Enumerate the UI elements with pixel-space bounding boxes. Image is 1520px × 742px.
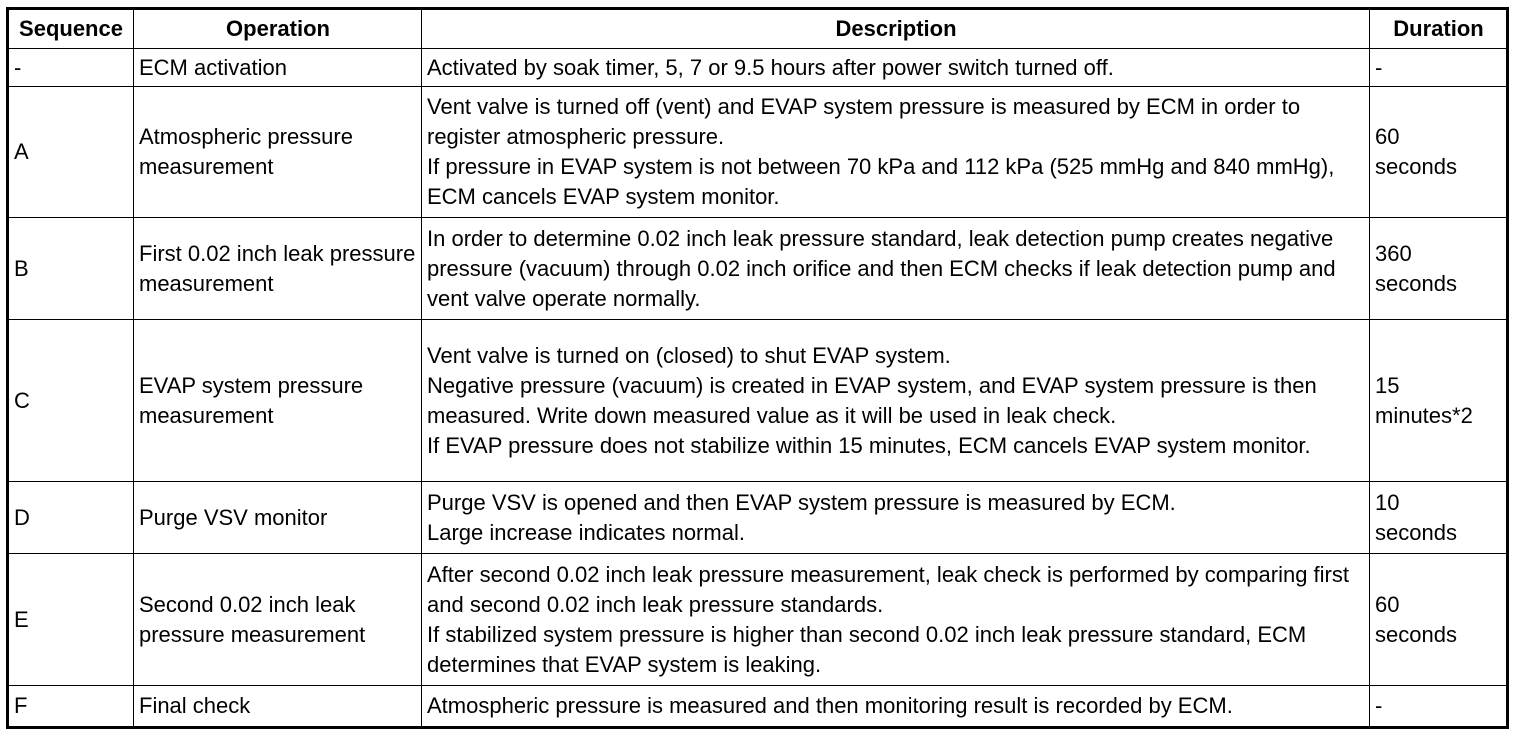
duration-value: 60 bbox=[1375, 124, 1400, 149]
duration-value: 15 bbox=[1375, 372, 1400, 398]
operation-cell: Purge VSV monitor bbox=[134, 482, 422, 554]
description-cell bbox=[422, 87, 1370, 218]
description-line: Vent valve is turned on (closed) to shut EVAP system. bbox=[427, 342, 951, 368]
header-row bbox=[8, 9, 1508, 49]
description-line: If pressure in EVAP system is not between 70 kPa and 112 kPa (525 mmHg and 840 mmHg), ECM cancels EVAP system monitor. bbox=[427, 154, 1335, 209]
description-line: Purge VSV is opened and then EVAP system pressure is measured by ECM. bbox=[427, 489, 1176, 515]
table-row bbox=[8, 218, 1508, 320]
description-line: If stabilized system pressure is higher than second 0.02 inch leak pressure standard, ECM determines that EVAP system is leaking. bbox=[427, 621, 1307, 677]
table-row bbox=[8, 87, 1508, 218]
duration-unit: seconds bbox=[1375, 270, 1457, 296]
description-line: Vent valve is turned off (vent) and EVAP system pressure is measured by ECM in order to register atmospheric pressure. bbox=[427, 94, 1301, 149]
duration-cell bbox=[1370, 49, 1508, 87]
header-operation: Operation bbox=[134, 9, 422, 49]
evap-monitor-sequence-table bbox=[6, 7, 1509, 729]
description-cell bbox=[422, 686, 1370, 728]
table-row bbox=[8, 554, 1508, 686]
sequence-cell: A bbox=[8, 87, 134, 218]
operation-cell: Final check bbox=[134, 686, 422, 728]
duration-value: 360 bbox=[1375, 240, 1412, 266]
evap-monitor-table-container bbox=[6, 7, 1509, 729]
duration-unit: seconds bbox=[1375, 519, 1457, 545]
description-line: Activated by soak timer, 5, 7 or 9.5 hours after power switch turned off. bbox=[427, 54, 1114, 80]
table-row bbox=[8, 49, 1508, 87]
duration-cell bbox=[1370, 482, 1508, 554]
operation-cell: First 0.02 inch leak pressure measurement bbox=[134, 218, 422, 320]
description-cell bbox=[422, 554, 1370, 686]
header-description: Description bbox=[422, 9, 1370, 49]
duration-cell bbox=[1370, 218, 1508, 320]
header-sequence: Sequence bbox=[8, 9, 134, 49]
sequence-cell: D bbox=[8, 482, 134, 554]
description-cell bbox=[422, 320, 1370, 482]
duration-cell bbox=[1370, 686, 1508, 728]
sequence-cell: - bbox=[8, 49, 134, 87]
duration-value: 60 bbox=[1375, 591, 1400, 617]
header-duration: Duration bbox=[1370, 9, 1508, 49]
description-line: Negative pressure (vacuum) is created in EVAP system, and EVAP system pressure is then measured. Write down measured value as it will be used in leak check. bbox=[427, 372, 1317, 428]
description-line: Atmospheric pressure is measured and then monitoring result is recorded by ECM. bbox=[427, 693, 1233, 718]
duration-unit: seconds bbox=[1375, 621, 1457, 647]
duration-unit: seconds bbox=[1375, 154, 1457, 179]
table-row bbox=[8, 320, 1508, 482]
duration-value: - bbox=[1375, 54, 1383, 80]
table-row bbox=[8, 686, 1508, 728]
sequence-cell: F bbox=[8, 686, 134, 728]
duration-value: - bbox=[1375, 693, 1383, 718]
duration-cell bbox=[1370, 554, 1508, 686]
description-line: If EVAP pressure does not stabilize within 15 minutes, ECM cancels EVAP system monitor. bbox=[427, 432, 1311, 458]
table-row bbox=[8, 482, 1508, 554]
operation-cell: EVAP system pressure measurement bbox=[134, 320, 422, 482]
description-line: Large increase indicates normal. bbox=[427, 519, 745, 545]
operation-cell: ECM activation bbox=[134, 49, 422, 87]
sequence-cell: C bbox=[8, 320, 134, 482]
duration-cell bbox=[1370, 87, 1508, 218]
description-cell bbox=[422, 218, 1370, 320]
duration-cell bbox=[1370, 320, 1508, 482]
description-cell bbox=[422, 49, 1370, 87]
duration-value: 10 bbox=[1375, 489, 1400, 515]
sequence-cell: B bbox=[8, 218, 134, 320]
description-cell bbox=[422, 482, 1370, 554]
description-line: After second 0.02 inch leak pressure measurement, leak check is performed by comparing first and second 0.02 inch leak pressure standards. bbox=[427, 561, 1349, 617]
operation-cell: Atmospheric pressure measurement bbox=[134, 87, 422, 218]
duration-unit: minutes*2 bbox=[1375, 402, 1473, 428]
sequence-cell: E bbox=[8, 554, 134, 686]
description-line: In order to determine 0.02 inch leak pressure standard, leak detection pump creates negative pressure (vacuum) through 0.02 inch orifice and then ECM checks if leak detection pump and vent valve operate normally. bbox=[427, 225, 1336, 311]
operation-cell: Second 0.02 inch leak pressure measurement bbox=[134, 554, 422, 686]
